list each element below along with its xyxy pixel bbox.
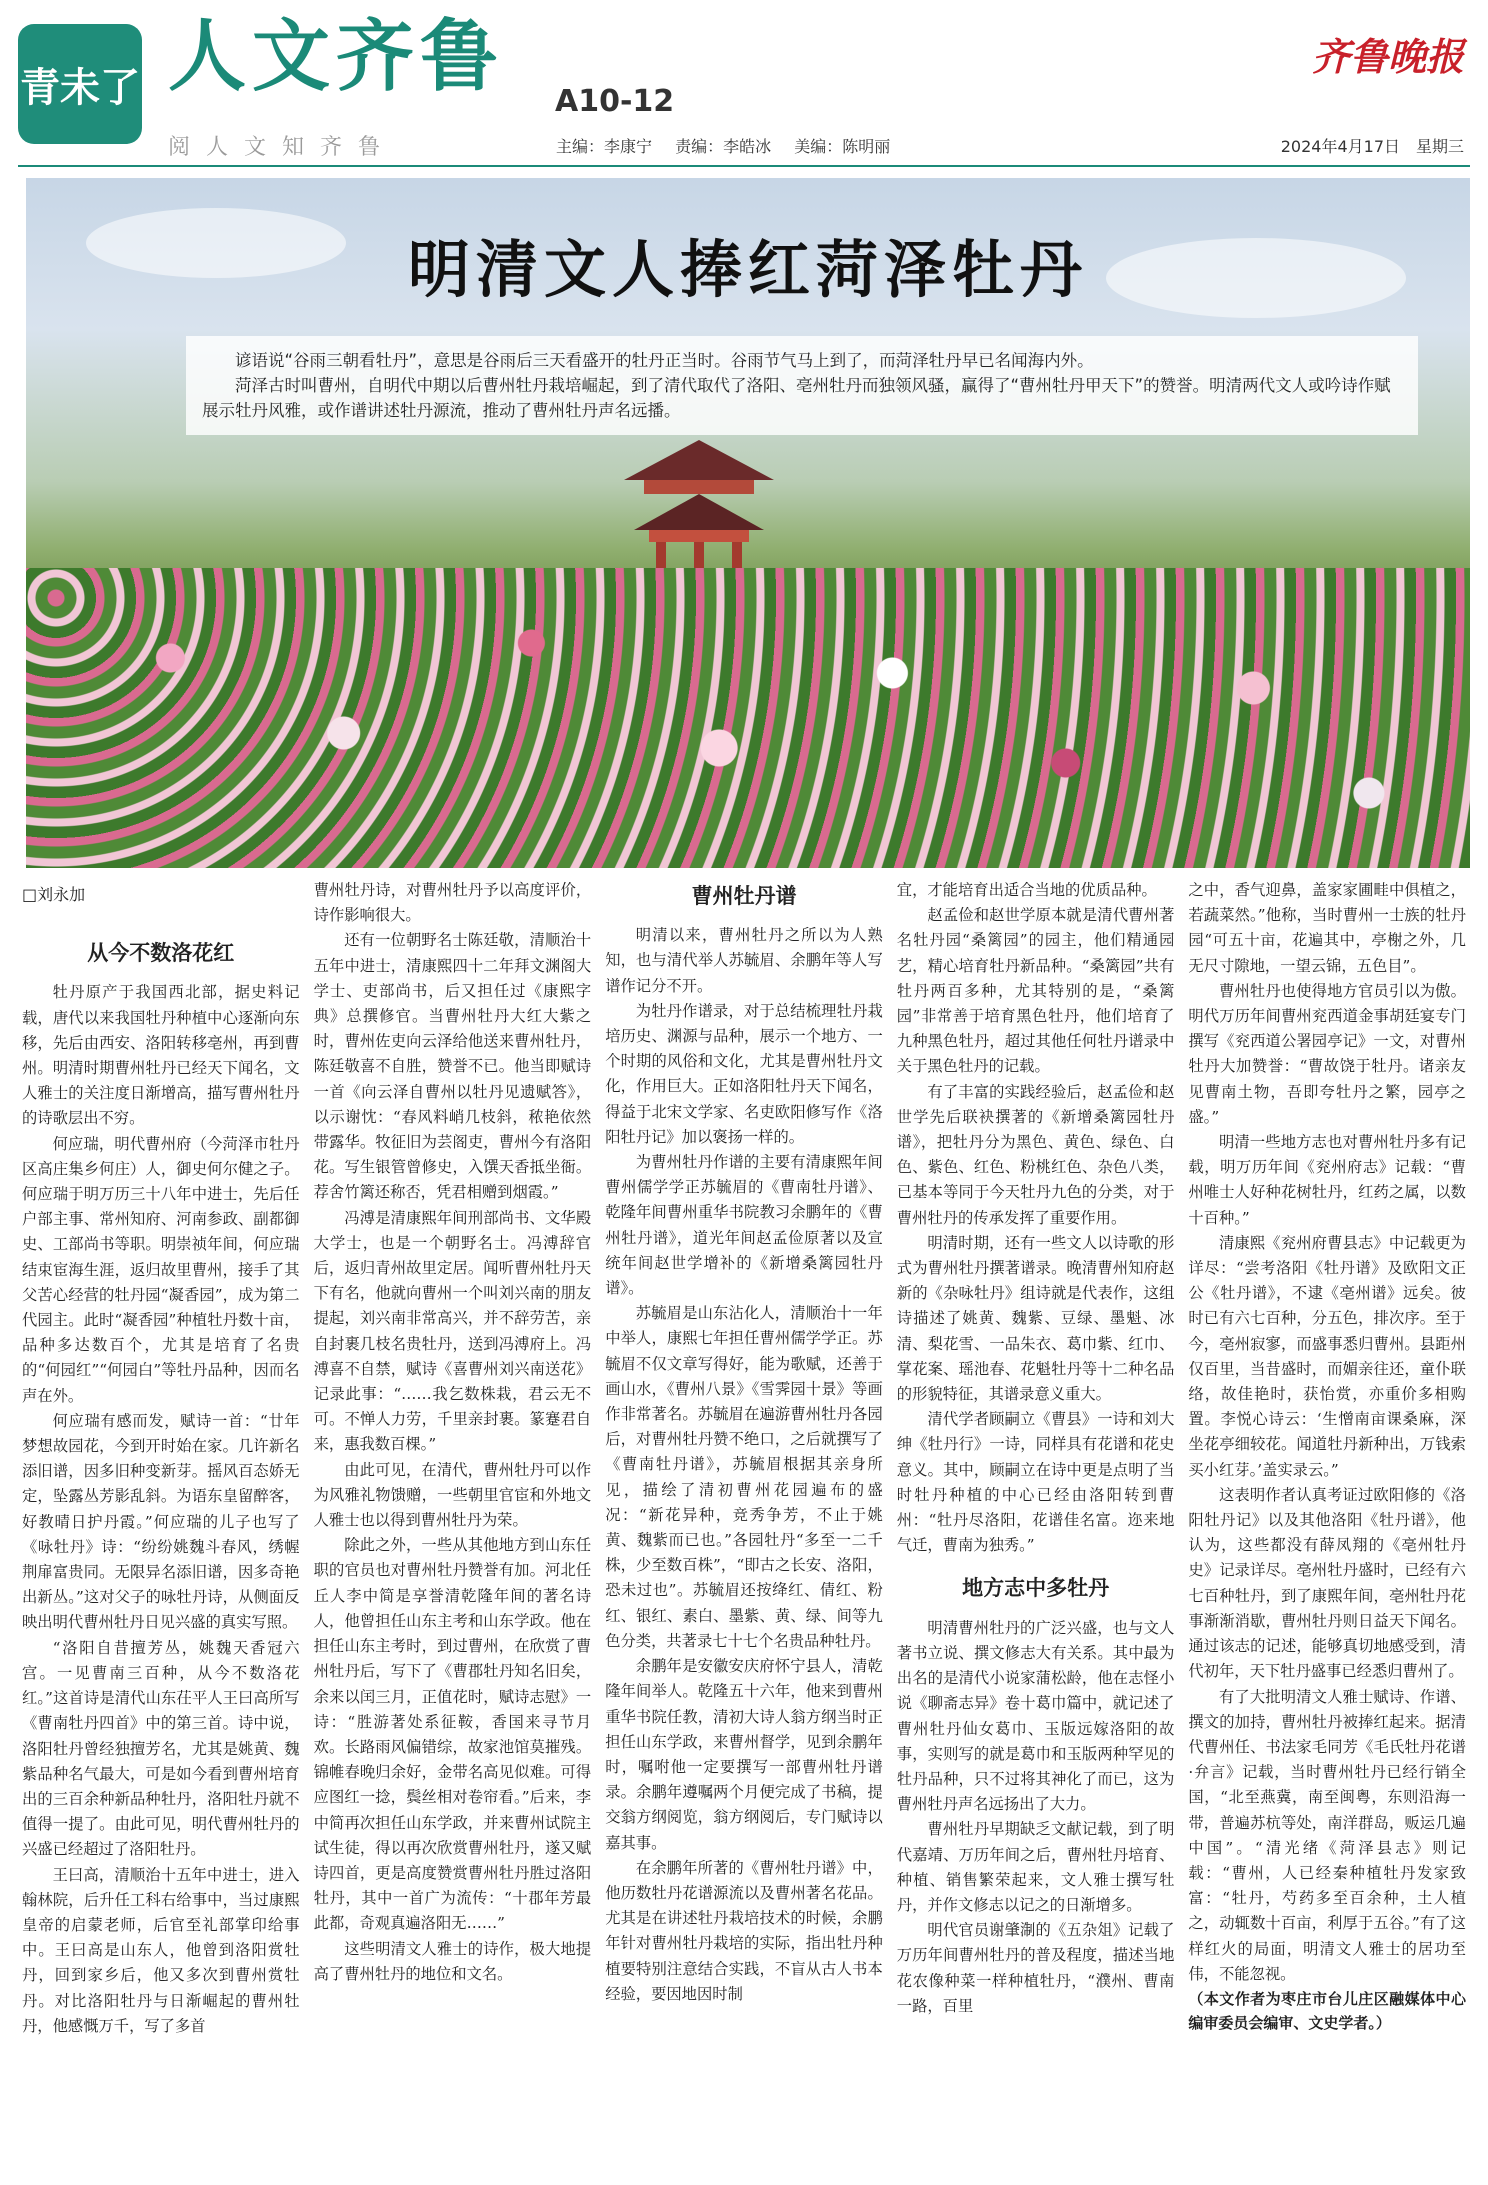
paragraph: 还有一位朝野名士陈廷敬，清顺治十五年中进士，清康熙四十二年拜文渊阁大学士、吏部尚书，后又担任过《康熙字典》总撰修官。当曹州牡丹大红大紫之时，曹州佐吏向云泽给他送来曹州牡丹，陈廷敬喜不自胜，赞誉不已。他当即赋诗一首《向云泽自曹州以牡丹见遗赋答》，以示谢忱：“春风料峭几枝斜，秾艳依然带露华。牧征旧为芸阁吏，曹州今有洛阳花。写生银管曾修史，入馔天香抵坐衙。荐舍竹篱还称否，凭君相赠到烟霞。” (313, 931, 592, 1202)
lede-paragraph: 菏泽古时叫曹州，自明代中期以后曹州牡丹栽培崛起，到了清代取代了洛阳、亳州牡丹而独领风骚，赢得了“曹州牡丹甲天下”的赞誉。明清两代文人或吟诗作赋展示牡丹风雅，或作谱讲述牡丹源流，推动了曹州牡丹声名远播。 (202, 376, 1391, 420)
responsible-editor: 责编：李皓冰 (675, 137, 772, 156)
paragraph: 何应瑞，明代曹州府（今菏泽市牡丹区高庄集乡何庄）人，御史何尔健之子。何应瑞于明万历三十八年中进士，先后任户部主事、常州知府、河南参政、副都御史、工部尚书等职。明崇祯年间，何应瑞结束宦海生涯，返归故里曹州，接手了其父苦心经营的牡丹园“凝香园”，成为第二代园主。此时“凝香园”种植牡丹数十亩，品种多达数百个，尤其是培育了名贵的“何园红”“何园白”等牡丹品种，因而名声在外。 (22, 1134, 300, 1405)
author-note: （本文作者为枣庄市台儿庄区融媒体中心编审委员会编审、文史学者。） (1188, 1989, 1466, 2032)
paragraph: 宜，才能培育出适合当地的优质品种。 (896, 881, 1157, 899)
paragraph: 明清时期，还有一些文人以诗歌的形式为曹州牡丹撰著谱录。晚清曹州知府赵新的《杂咏牡丹》组诗就是代表作，这组诗描述了姚黄、魏紫、豆绿、墨魁、冰清、梨花雪、一品朱衣、葛巾紫、红巾、掌花案、瑶池春、花魁牡丹等十二种名品的形貌特征，其谱录意义重大。 (896, 1233, 1175, 1404)
paragraph: 之中，香气迎鼻，盖家家圃畦中俱植之，若蔬菜然。”他称，当时曹州一士族的牡丹园“可五十亩，花遍其中，亭榭之外，几无尺寸隙地，一望云锦，五色目”。 (1188, 881, 1466, 975)
paragraph: 除此之外，一些从其他地方到山东任职的官员也对曹州牡丹赞誉有加。河北任丘人李中简是享誉清乾隆年间的著名诗人，他曾担任山东主考和山东学政。他在担任山东主考时，到过曹州，在欣赏了曹州牡丹后，写下了《曹郡牡丹知名旧矣，余来以闰三月，正值花时，赋诗志慰》一诗：“胜游著处系征鞍，香国来寻节月欢。长路雨风偏错综，故家池馆莫摧残。锦帷春晚归余好，金带名高见似难。可得应图红一捻，鬓丝相对卷帘看。”后来，李中简再次担任山东学政，并来曹州试院主试生徒，得以再次欣赏曹州牡丹，遂又赋诗四首，更是高度赞赏曹州牡丹胜过洛阳牡丹，其中一首广为流传：“十郡年芳最此都，奇观真遍洛阳无……” (313, 1536, 592, 1933)
paragraph: 为牡丹作谱录，对于总结梳理牡丹栽培历史、渊源与品种，展示一个地方、一个时期的风俗和文化，尤其是曹州牡丹文化，作用巨大。正如洛阳牡丹天下闻名，得益于北宋文学家、名吏欧阳修写作《洛阳牡丹记》加以褒扬一样的。 (605, 1001, 883, 1146)
subhead: 从今不数洛花红 (87, 941, 235, 966)
lede-paragraph: 谚语说“谷雨三朝看牡丹”，意思是谷雨后三天看盛开的牡丹正当时。谷雨节气马上到了，而菏泽牡丹早已名闻海内外。 (235, 351, 1094, 370)
paragraph: 曹州牡丹也使得地方官员引以为傲。明代万历年间曹州兖西道金事胡廷宴专门撰写《兖西道公署园亭记》一文，对曹州牡丹大加赞誉：“曹故饶于牡丹。诸亲友见曹南土物，吾即夸牡丹之繁，园亭之盛。” (1188, 981, 1466, 1126)
paragraph: 清代学者顾嗣立《曹县》一诗和刘大绅《牡丹行》一诗，同样具有花谱和花史意义。其中，顾嗣立在诗中更是点明了当时牡丹种植的中心已经由洛阳转到曹州：“牡丹尽洛阳，花谱佳名富。迩来地气迁，曹南为独秀。” (896, 1410, 1175, 1555)
issue-date: 2024年4月17日 星期三 (1280, 137, 1464, 156)
paragraph: 清康熙《兖州府曹县志》中记载更为详尽：“尝考洛阳《牡丹谱》及欧阳文正公《牡丹谱》，不逮《亳州谱》远矣。彼时已有六七百种，分五色，排次序。至于今，亳州寂寥，而盛事悉归曹州。县距州仅百里，当昔盛时，而媚亲往还，童仆联络，故佳艳时，获怡赏，亦重价多相购置。李悦心诗云：‘生憎南亩课桑麻，深坐花亭细较花。闻道牡丹新种出，万钱索买小红芽。’盖实录云。” (1188, 1233, 1466, 1479)
editor-credits (556, 134, 908, 157)
peony-flower-bed (26, 568, 1470, 868)
paragraph: 这表明作者认真考证过欧阳修的《洛阳牡丹记》以及其他洛阳《牡丹谱》，他认为，这些都没有薛凤翔的《亳州牡丹史》记录详尽。亳州牡丹盛时，已经有六七百种牡丹，到了康熙年间，亳州牡丹花事渐渐消歇，曹州牡丹则日益天下闻名。通过该志的记述，能够真切地感受到，清代初年，天下牡丹盛事已经悉归曹州了。 (1188, 1485, 1466, 1681)
paragraph: 曹州牡丹诗，对曹州牡丹予以高度评价，诗作影响很大。 (313, 881, 592, 925)
paragraph: 明清一些地方志也对曹州牡丹多有记载，明万历年间《兖州府志》记载：“曹州唯士人好种花树牡丹，红药之属，以数十百种。” (1188, 1133, 1466, 1227)
hero-photo-peony-garden (26, 178, 1470, 868)
article-headline: 明清文人捧红菏泽牡丹 (407, 233, 1088, 306)
section-title: 人文齐鲁 (168, 12, 505, 102)
section-slogan: 阅人文知齐鲁 (168, 135, 397, 160)
paragraph: 有了丰富的实践经验后，赵孟俭和赵世学先后联袂撰著的《新增桑篱园牡丹谱》，把牡丹分为黑色、黄色、绿色、白色、紫色、红色、粉桃红色、杂色八类，已基本等同于今天牡丹九色的分类，对于曹州牡丹的传承发挥了重要作用。 (896, 1082, 1175, 1227)
column-3 (605, 878, 883, 2178)
paragraph: 明清曹州牡丹的广泛兴盛，也与文人著书立说、撰文修志大有关系。其中最为出名的是清代小说家蒲松龄，他在志怪小说《聊斋志异》卷十葛巾篇中，就记述了曹州牡丹仙女葛巾、玉版远嫁洛阳的故事，实则写的就是葛巾和玉版两种罕见的牡丹品种，只不过将其神化了而已，这为曹州牡丹声名远扬出了大力。 (896, 1618, 1175, 1814)
paragraph: 明代官员谢肇淛的《五杂俎》记载了万历年间曹州牡丹的普及程度，描述当地花农像种菜一样种植牡丹，“濮州、曹南一路，百里 (896, 1921, 1175, 2015)
paragraph: 明清以来，曹州牡丹之所以为人熟知，也与清代举人苏毓眉、余鹏年等人写谱作记分不开。 (605, 926, 883, 995)
paragraph: 牡丹原产于我国西北部，据史料记载，唐代以来我国牡丹种植中心逐渐向东移，先后由西安、洛阳转移亳州，再到曹州。明清时期曹州牡丹已经天下闻名，文人雅士的关注度日渐增高，描写曹州牡丹的诗歌层出不穷。 (22, 983, 300, 1128)
column-logo: 青未了 (18, 24, 142, 144)
column-1 (22, 878, 300, 2178)
editor: 主编：李康宁 (556, 137, 653, 156)
byline: □刘永加 (22, 885, 86, 904)
article-body (22, 878, 1466, 2178)
subhead: 曹州牡丹谱 (691, 884, 797, 908)
paragraph: 为曹州牡丹作谱的主要有清康熙年间曹州儒学学正苏毓眉的《曹南牡丹谱》、乾隆年间曹州重华书院教习余鹏年的《曹州牡丹谱》，道光年间赵孟俭原著以及宣统年间赵世学增补的《新增桑篱园牡丹谱》。 (605, 1153, 883, 1298)
art-editor: 美编：陈明丽 (794, 137, 891, 156)
paragraph: 这些明清文人雅士的诗作，极大地提高了曹州牡丹的地位和文名。 (313, 1939, 592, 1983)
paragraph: 赵孟俭和赵世学原本就是清代曹州著名牡丹园“桑篱园”的园主，他们精通园艺，精心培育牡丹新品种。“桑篱园”共有牡丹两百多种，尤其特别的是，“桑篱园”非常善于培育黑色牡丹，他们培育了九种黑色牡丹，超过其他任何牡丹谱录中关于黑色牡丹的记载。 (896, 906, 1175, 1076)
masthead-divider (18, 165, 1470, 167)
column-4 (897, 878, 1175, 2178)
column-2 (314, 878, 592, 2178)
paragraph: 何应瑞有感而发，赋诗一首：“廿年梦想故园花，今到开时始在家。几许新名添旧谱，因多旧种变新芽。摇风百态娇无定，坠露丛芳影乱斜。为语东皇留醉客，好教晴日护丹霞。”何应瑞的儿子也写了《咏牡丹》诗：“纷纷姚魏斗春风，绣幄荆扉富贵同。无限异名添旧谱，因多奇艳出新丛。”这对父子的咏牡丹诗，从侧面反映出明代曹州牡丹日见兴盛的真实写照。 (22, 1411, 300, 1632)
paragraph: 曹州牡丹早期缺乏文献记载，到了明代嘉靖、万历年间之后，曹州牡丹培育、种植、销售繁荣起来，文人雅士撰写牡丹，并作文修志以记之的日渐增多。 (896, 1820, 1175, 1914)
page-code: A10-12 (555, 84, 675, 119)
paragraph: 苏毓眉是山东沾化人，清顺治十一年中举人，康熙七年担任曹州儒学学正。苏毓眉不仅文章写得好，能为歌赋，还善于画山水，《曹州八景》《雪霁园十景》等画作非常著名。苏毓眉在遍游曹州牡丹各园后，对曹州牡丹赞不绝口，之后就撰写了《曹南牡丹谱》，苏毓眉根据其亲身所见，描绘了清初曹州花园遍布的盛况：“新花异种，竞秀争芳，不止于姚黄、魏紫而已也。”各园牡丹“多至一二千株，少至数百株”，“即古之长安、洛阳，恐未过也”。苏毓眉还按绛红、倩红、粉红、银红、素白、墨紫、黄、绿、间等九色分类，共著录七十七个名贵品种牡丹。 (605, 1304, 883, 1650)
paragraph: “洛阳自昔擅芳丛，姚魏天香冠六宫。一见曹南三百种，从今不数洛花红。”这首诗是清代山东茌平人王曰高所写《曹南牡丹四首》中的第三首。诗中说，洛阳牡丹曾经独擅芳名，尤其是姚黄、魏紫品种名气最大，可是如今看到曹州培育出的三百余种新品种牡丹，洛阳牡丹就不值得一提了。由此可见，明代曹州牡丹的兴盛已经超过了洛阳牡丹。 (22, 1638, 300, 1859)
paragraph: 在余鹏年所著的《曹州牡丹谱》中，他历数牡丹花谱源流以及曹州著名花品。尤其是在讲述牡丹栽培技术的时候，余鹏年针对曹州牡丹栽培的实际，指出牡丹种植要特别注意结合实践，不盲从古人书本经验，要因地因时制 (605, 1858, 883, 2003)
paragraph: 余鹏年是安徽安庆府怀宁县人，清乾隆年间举人。乾隆五十六年，他来到曹州重华书院任教，清初大诗人翁方纲当时正担任山东学政，来曹州督学，见到余鹏年时，嘱咐他一定要撰写一部曹州牡丹谱录。余鹏年遵嘱两个月便完成了书稿，提交翁方纲阅览，翁方纲阅后，专门赋诗以嘉其事。 (605, 1657, 883, 1852)
column-5 (1188, 878, 1466, 2178)
subhead: 地方志中多牡丹 (962, 1576, 1110, 1601)
paragraph: 王曰高，清顺治十五年中进士，进入翰林院，后升任工科右给事中，当过康熙皇帝的启蒙老师，后官至礼部掌印给事中。王曰高是山东人，他曾到洛阳赏牡丹，回到家乡后，他又多次到曹州赏牡丹。对比洛阳牡丹与日渐崛起的曹州牡丹，他感慨万千，写了多首 (22, 1865, 300, 2035)
newspaper-brand: 齐鲁晚报 (1311, 34, 1464, 79)
article-lede (186, 336, 1418, 435)
paragraph: 冯溥是清康熙年间刑部尚书、文华殿大学士，也是一个朝野名士。冯溥辞官后，返归青州故里定居。闻听曹州牡丹天下有名，他就向曹州一个叫刘兴南的朋友提起，刘兴南非常高兴，并不辞劳苦，亲自封裹几枝名贵牡丹，送到冯溥府上。冯溥喜不自禁，赋诗《喜曹州刘兴南送花》记录此事：“……我乞数株栽，君云无不可。不惮人力劳，千里亲封裹。篆蹇君自来，惠我数百棵。” (313, 1208, 592, 1454)
paragraph: 由此可见，在清代，曹州牡丹可以作为风雅礼物馈赠，一些朝里官宦和外地文人雅士也以得到曹州牡丹为荣。 (313, 1460, 592, 1530)
paragraph: 有了大批明清文人雅士赋诗、作谱、撰文的加持，曹州牡丹被捧红起来。据清代曹州任、书法家毛同芳《毛氏牡丹花谱·弁言》记载，当时曹州牡丹已经行销全国，“北至燕冀，南至闽粤，东则沿海一带，普遍苏杭等处，南洋群岛，贩运几遍中国”。“清光绪《菏泽县志》则记载：“曹州，人已经秦种植牡丹发家致富：“牡丹，芍药多至百余种，土人植之，动辄数十百亩，利厚于五谷。”有了这样红火的局面，明清文人雅士的居功至伟，不能忽视。 (1188, 1687, 1466, 1983)
